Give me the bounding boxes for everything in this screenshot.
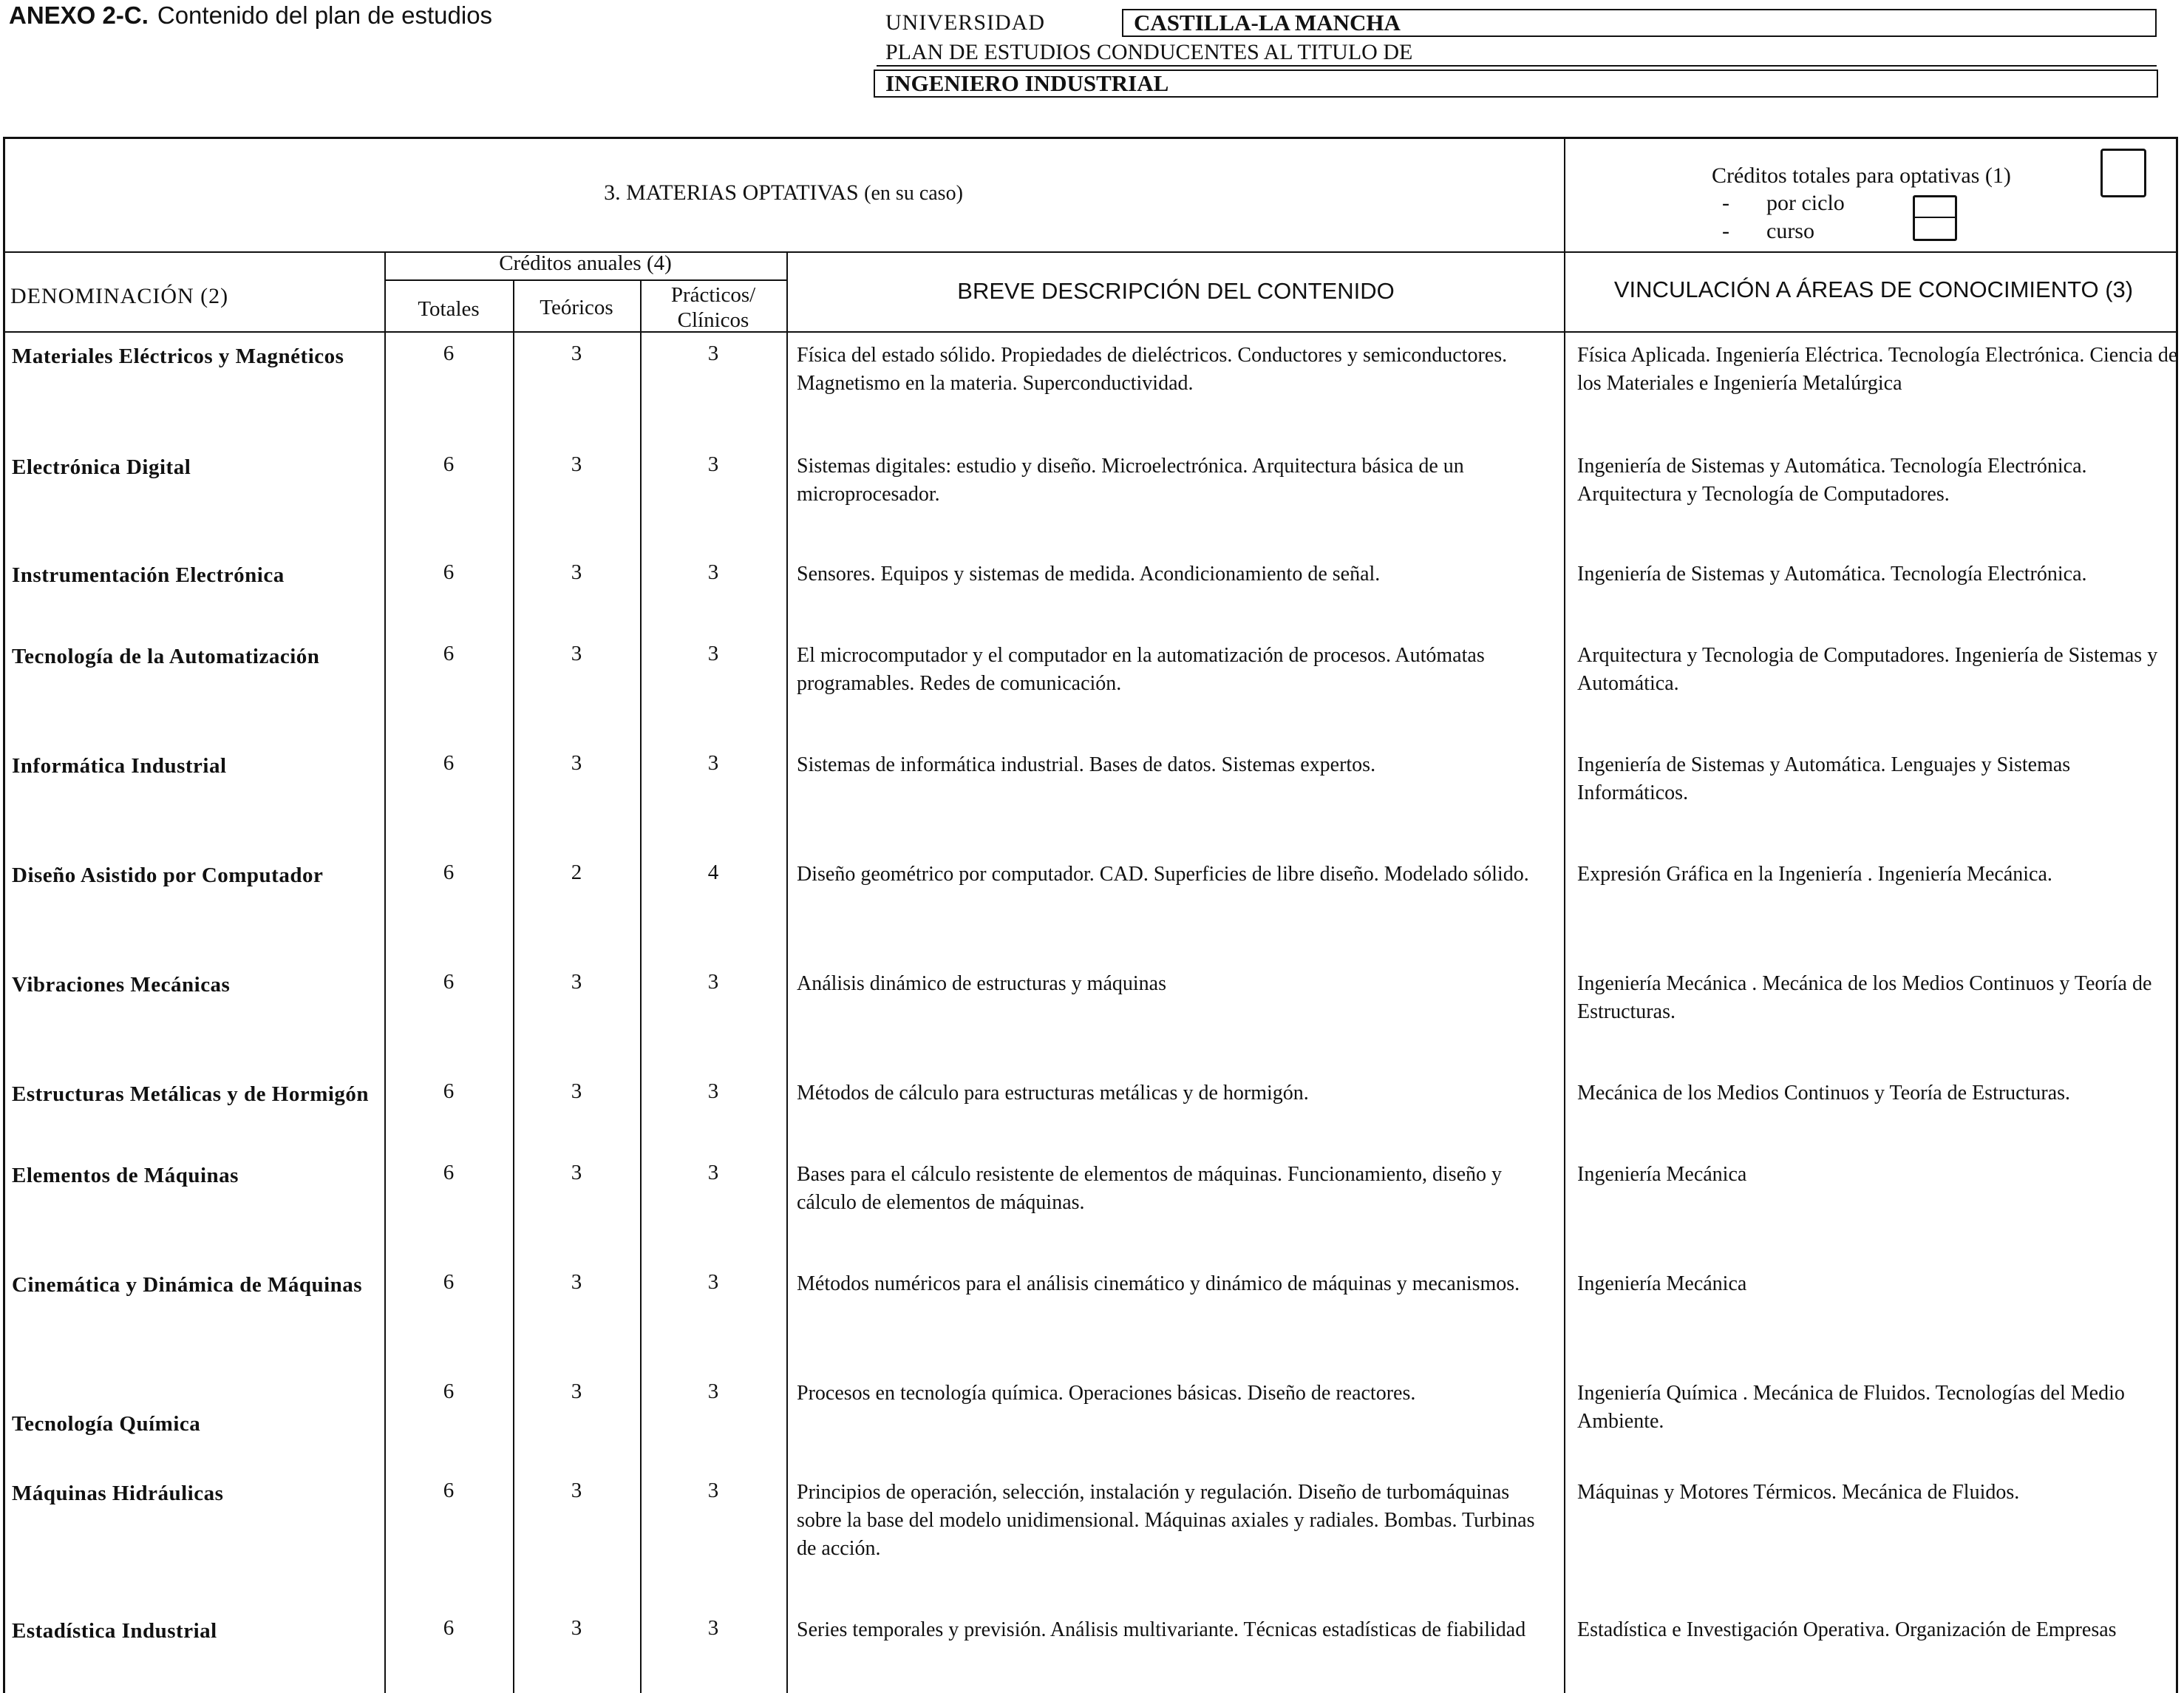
subject-name: Estadística Industrial bbox=[12, 1619, 217, 1643]
credits-practicos: 3 bbox=[707, 1616, 719, 1640]
plan-label: PLAN DE ESTUDIOS CONDUCENTES AL TITULO DE bbox=[885, 40, 1413, 64]
per-cycle-box-divider bbox=[1913, 217, 1957, 218]
knowledge-areas: Física Aplicada. Ingeniería Eléctrica. Tecnología Electrónica. Ciencia de los Materiales e Ingeniería Metalúrgica bbox=[1577, 344, 2178, 395]
credits-teoricos: 3 bbox=[571, 560, 582, 584]
knowledge-areas: Mecánica de los Medios Continuos y Teoría de Estructuras. bbox=[1577, 1082, 2071, 1105]
credits-teoricos: 3 bbox=[571, 1616, 582, 1640]
credits-total: 6 bbox=[443, 1616, 455, 1640]
university-name-box: CASTILLA-LA MANCHA bbox=[1122, 9, 2157, 37]
knowledge-areas: Estadística e Investigación Operativa. Organización de Empresas bbox=[1577, 1618, 2117, 1641]
content-description: El microcomputador y el computador en la automatización de procesos. Autómatas programables. Redes de comunicación. bbox=[797, 644, 1485, 695]
credits-total: 6 bbox=[443, 1479, 455, 1502]
credits-total: 6 bbox=[443, 751, 455, 775]
col-header-practicos-line2: Clínicos bbox=[677, 308, 749, 332]
content-description: Procesos en tecnología química. Operaciones básicas. Diseño de reactores. bbox=[797, 1382, 1416, 1405]
knowledge-areas: Ingeniería Química . Mecánica de Fluidos. Tecnologías del Medio Ambiente. bbox=[1577, 1382, 2125, 1433]
col-header-practicos bbox=[640, 282, 786, 333]
subject-name: Diseño Asistido por Computador bbox=[12, 864, 324, 887]
content-description: Sistemas digitales: estudio y diseño. Microelectrónica. Arquitectura básica de un microprocesador. bbox=[797, 455, 1464, 506]
content-description: Series temporales y previsión. Análisis multivariante. Técnicas estadísticas de fiabilidad bbox=[797, 1618, 1526, 1641]
credits-total: 6 bbox=[443, 642, 455, 665]
knowledge-areas: Ingeniería de Sistemas y Automática. Tecnología Electrónica. bbox=[1577, 563, 2087, 586]
credits-total: 6 bbox=[443, 1270, 455, 1294]
content-description: Métodos de cálculo para estructuras metálicas y de hormigón. bbox=[797, 1082, 1309, 1105]
credits-practicos: 3 bbox=[707, 1270, 719, 1294]
per-course-line bbox=[1722, 219, 1814, 244]
knowledge-areas: Ingeniería Mecánica bbox=[1577, 1272, 1747, 1295]
subject-name: Estructuras Metálicas y de Hormigón bbox=[12, 1082, 370, 1106]
credits-practicos: 3 bbox=[707, 970, 719, 994]
credits-practicos: 4 bbox=[707, 861, 719, 884]
col-header-teoricos: Teóricos bbox=[540, 296, 613, 319]
credits-total: 6 bbox=[443, 1079, 455, 1103]
credits-total: 6 bbox=[443, 452, 455, 476]
col-header-practicos-line1: Prácticos/ bbox=[670, 283, 756, 307]
credits-teoricos: 3 bbox=[571, 642, 582, 665]
col-divider-areas bbox=[1564, 137, 1565, 1693]
subject-name: Informática Industrial bbox=[12, 754, 227, 778]
per-cycle-label: por ciclo bbox=[1766, 191, 1845, 215]
col-header-descripcion: BREVE DESCRIPCIÓN DEL CONTENIDO bbox=[957, 278, 1395, 304]
credits-teoricos: 3 bbox=[571, 1079, 582, 1103]
col-divider-description bbox=[786, 251, 788, 1693]
plan-underline bbox=[877, 65, 2157, 67]
credits-teoricos: 3 bbox=[571, 1270, 582, 1294]
subject-name: Vibraciones Mecánicas bbox=[12, 973, 231, 997]
table-title bbox=[3, 180, 1564, 206]
credits-practicos: 3 bbox=[707, 1079, 719, 1103]
subject-name: Instrumentación Electrónica bbox=[12, 563, 285, 587]
knowledge-areas: Arquitectura y Tecnologia de Computadores. Ingeniería de Sistemas y Automática. bbox=[1577, 644, 2158, 695]
table-title-note: (en su caso) bbox=[864, 182, 963, 205]
per-course-label: curso bbox=[1766, 219, 1814, 243]
col-header-creditos-anuales: Créditos anuales (4) bbox=[499, 251, 672, 275]
degree-name-box: INGENIERO INDUSTRIAL bbox=[874, 69, 2158, 98]
credits-practicos: 3 bbox=[707, 1161, 719, 1184]
credits-teoricos: 3 bbox=[571, 452, 582, 476]
credits-total: 6 bbox=[443, 1380, 455, 1403]
credits-practicos: 3 bbox=[707, 751, 719, 775]
subject-name: Elementos de Máquinas bbox=[12, 1164, 239, 1187]
credits-practicos: 3 bbox=[707, 560, 719, 584]
knowledge-areas: Ingeniería Mecánica bbox=[1577, 1163, 1747, 1186]
content-description: Física del estado sólido. Propiedades de dieléctricos. Conductores y semiconductores. Magnetismo en la materia. Superconductividad. bbox=[797, 344, 1508, 395]
knowledge-areas: Máquinas y Motores Térmicos. Mecánica de Fluidos. bbox=[1577, 1481, 2020, 1504]
credits-teoricos: 3 bbox=[571, 751, 582, 775]
credits-teoricos: 2 bbox=[571, 861, 582, 884]
knowledge-areas: Ingeniería de Sistemas y Automática. Lenguajes y Sistemas Informáticos. bbox=[1577, 753, 2071, 804]
subject-name: Cinemática y Dinámica de Máquinas bbox=[12, 1273, 363, 1297]
annex-number: ANEXO 2-C. bbox=[9, 1, 149, 29]
content-description: Diseño geométrico por computador. CAD. Superficies de libre diseño. Modelado sólido. bbox=[797, 863, 1529, 886]
credits-total: 6 bbox=[443, 560, 455, 584]
header-divider bbox=[3, 251, 2178, 253]
per-cycle-box bbox=[1913, 195, 1957, 241]
content-description: Sistemas de informática industrial. Bases de datos. Sistemas expertos. bbox=[797, 753, 1376, 776]
subject-name: Máquinas Hidráulicas bbox=[12, 1482, 224, 1505]
credits-practicos: 3 bbox=[707, 1380, 719, 1403]
credits-teoricos: 3 bbox=[571, 342, 582, 365]
subject-name: Materiales Eléctricos y Magnéticos bbox=[12, 345, 344, 368]
credits-subheader-divider bbox=[384, 279, 786, 281]
knowledge-areas: Ingeniería de Sistemas y Automática. Tecnología Electrónica. Arquitectura y Tecnología de Computadores. bbox=[1577, 455, 2087, 506]
col-header-denominacion: DENOMINACIÓN (2) bbox=[10, 284, 229, 308]
content-description: Análisis dinámico de estructuras y máquinas bbox=[797, 972, 1166, 995]
credits-practicos: 3 bbox=[707, 642, 719, 665]
table-title-text: 3. MATERIAS OPTATIVAS bbox=[604, 180, 859, 205]
per-cycle-line bbox=[1722, 191, 1845, 216]
subject-name: Tecnología de la Automatización bbox=[12, 645, 320, 668]
annex-title: Contenido del plan de estudios bbox=[157, 1, 493, 29]
credits-total-box bbox=[2100, 149, 2146, 197]
credits-total: 6 bbox=[443, 970, 455, 994]
credits-total-label: Créditos totales para optativas (1) bbox=[1712, 163, 2011, 188]
knowledge-areas: Ingeniería Mecánica . Mecánica de los Medios Continuos y Teoría de Estructuras. bbox=[1577, 972, 2152, 1023]
annex-heading bbox=[9, 1, 492, 30]
university-label: UNIVERSIDAD bbox=[885, 10, 1045, 35]
credits-total: 6 bbox=[443, 861, 455, 884]
content-description: Bases para el cálculo resistente de elementos de máquinas. Funcionamiento, diseño y cálculo de elementos de máquinas. bbox=[797, 1163, 1503, 1214]
content-description: Métodos numéricos para el análisis cinemático y dinámico de máquinas y mecanismos. bbox=[797, 1272, 1520, 1295]
credits-total: 6 bbox=[443, 1161, 455, 1184]
credits-teoricos: 3 bbox=[571, 1380, 582, 1403]
knowledge-areas: Expresión Gráfica en la Ingeniería . Ingeniería Mecánica. bbox=[1577, 863, 2052, 886]
dash-1: - bbox=[1722, 191, 1729, 215]
credits-total: 6 bbox=[443, 342, 455, 365]
subject-name: Electrónica Digital bbox=[12, 455, 191, 479]
subject-name: Tecnología Química bbox=[12, 1412, 201, 1436]
credits-practicos: 3 bbox=[707, 452, 719, 476]
content-description: Sensores. Equipos y sistemas de medida. Acondicionamiento de señal. bbox=[797, 563, 1381, 586]
column-header-divider bbox=[3, 331, 2178, 333]
col-header-vinculacion: VINCULACIÓN A ÁREAS DE CONOCIMIENTO (3) bbox=[1613, 276, 2134, 302]
credits-practicos: 3 bbox=[707, 342, 719, 365]
credits-teoricos: 3 bbox=[571, 1479, 582, 1502]
content-description: Principios de operación, selección, instalación y regulación. Diseño de turbomáquinas sobre la base del modelo unidimensional. Máquinas axiales y radiales. Bombas. Turbinas de acción. bbox=[797, 1481, 1535, 1560]
col-header-totales: Totales bbox=[418, 297, 480, 321]
credits-teoricos: 3 bbox=[571, 970, 582, 994]
dash-2: - bbox=[1722, 219, 1729, 243]
credits-practicos: 3 bbox=[707, 1479, 719, 1502]
credits-teoricos: 3 bbox=[571, 1161, 582, 1184]
